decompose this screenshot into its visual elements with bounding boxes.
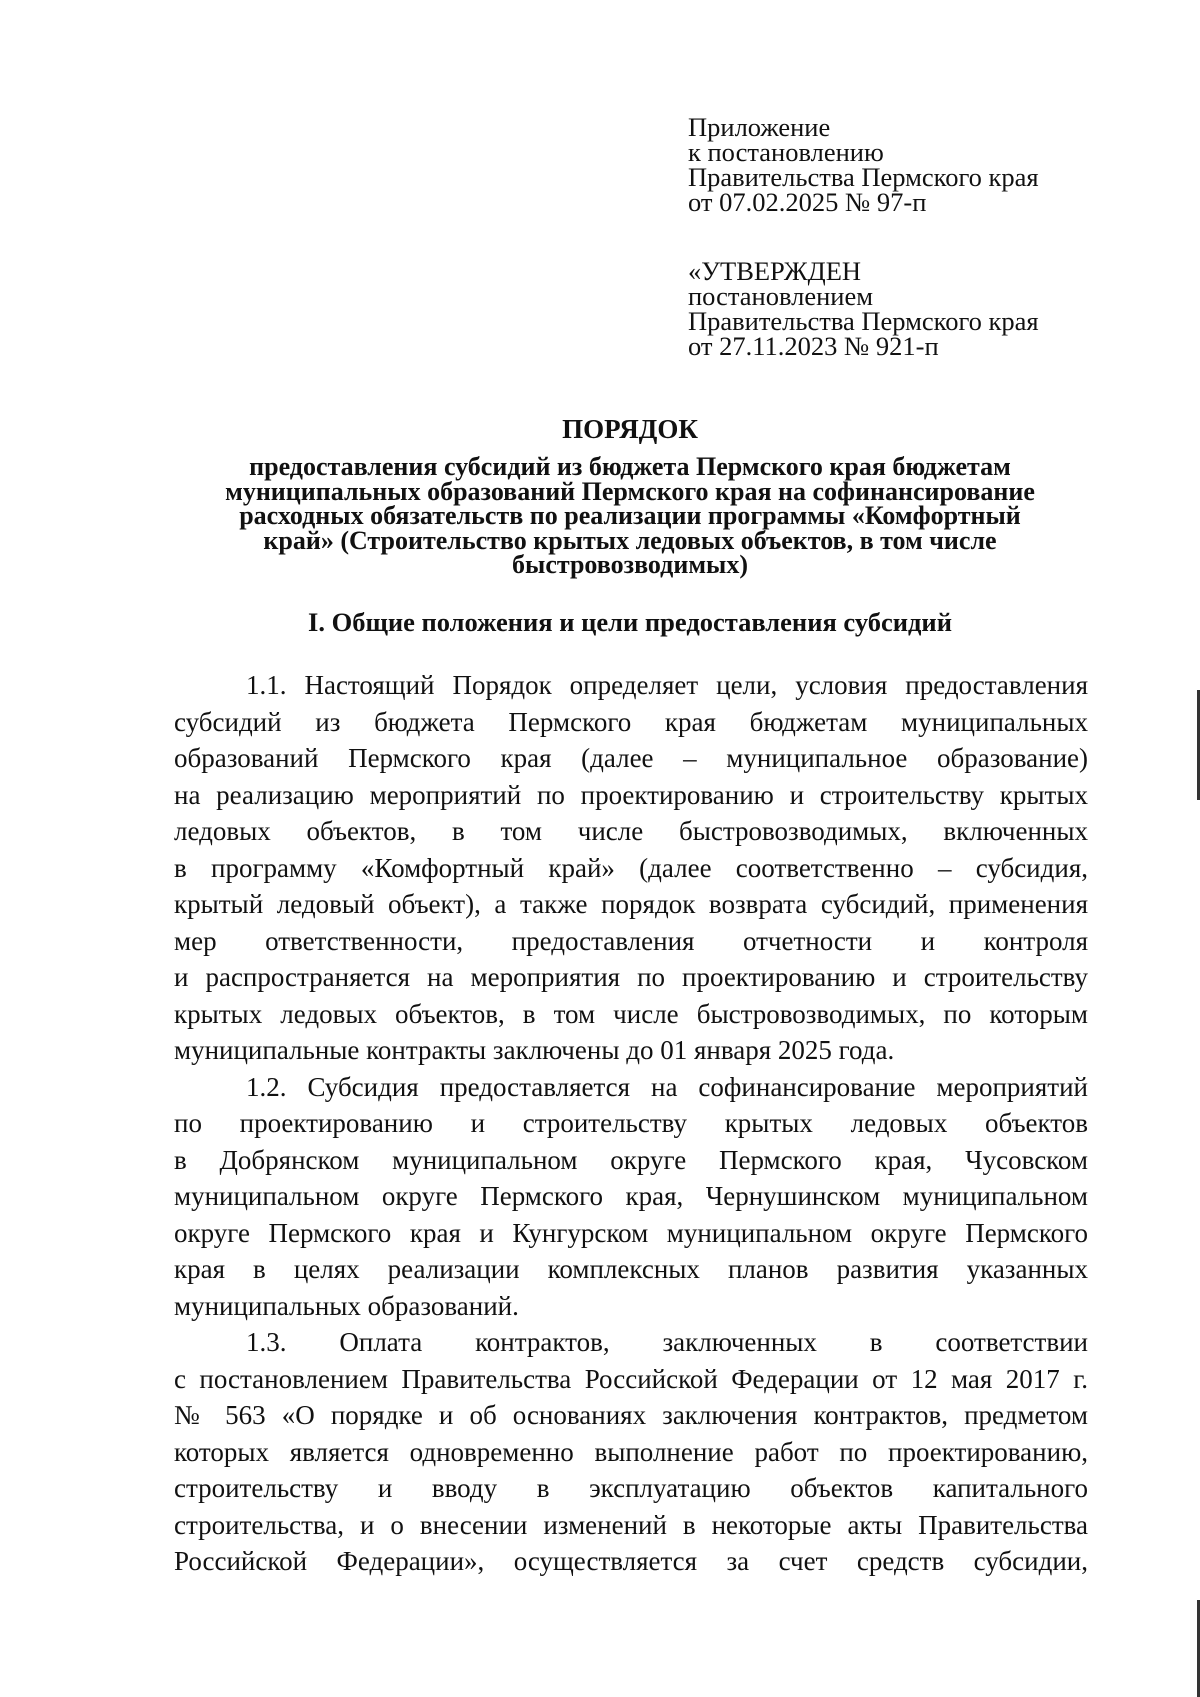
paragraph-2-line: округе Пермского края и Кунгурском муниципальном округе Пермского xyxy=(174,1217,1088,1248)
paragraph-1-line: мер ответственности, предоставления отчетности и контроля xyxy=(174,925,1088,956)
paragraph-3-line: с постановлением Правительства Российской Федерации от 12 мая 2017 г. xyxy=(174,1363,1088,1394)
paragraph-2-line: в Добрянском муниципальном округе Пермского края, Чусовском xyxy=(174,1144,1088,1175)
body-text xyxy=(174,667,1088,1580)
paragraph-2-line: 1.2. Субсидия предоставляется на софинансирование мероприятий xyxy=(246,1071,1088,1102)
paragraph-2-line: по проектированию и строительству крытых ледовых объектов xyxy=(174,1108,1088,1138)
paragraph-1-line: муниципальные контракты заключены до 01 января 2025 года. xyxy=(174,1035,895,1065)
subtitle-line: быстровозводимых) xyxy=(512,550,748,579)
document-title: ПОРЯДОК xyxy=(562,414,698,444)
appendix-line: от 07.02.2025 № 97-п xyxy=(688,187,927,217)
paragraph-3-line: № 563 «О порядке и об основаниях заключения контрактов, предметом xyxy=(174,1400,1088,1430)
paragraph-2-line: муниципальном округе Пермского края, Чернушинском муниципальном xyxy=(174,1181,1088,1211)
subtitle-line: предоставления субсидий из бюджета Пермского края бюджетам xyxy=(249,452,1011,481)
subtitle-line: край» (Строительство крытых ледовых объектов, в том числе xyxy=(263,525,997,555)
appendix-line: Правительства Пермского края xyxy=(688,162,1039,192)
paragraph-2-line: муниципальных образований. xyxy=(174,1290,519,1321)
appendix-header xyxy=(688,112,1118,217)
appendix-line: к постановлению xyxy=(688,137,884,167)
paragraph-2-line: края в целях реализации комплексных планов развития указанных xyxy=(174,1254,1088,1284)
subtitle-line: муниципальных образований Пермского края на софинансирование xyxy=(225,476,1035,506)
paragraph-1-line: 1.1. Настоящий Порядок определяет цели, условия предоставления xyxy=(246,670,1088,700)
paragraph-3-line: 1.3. Оплата контрактов, заключенных в соответствии xyxy=(246,1327,1088,1357)
paragraph-1-line: на реализацию мероприятий по проектированию и строительству крытых xyxy=(174,779,1088,810)
approval-line: Правительства Пермского края xyxy=(688,306,1039,336)
appendix-line: Приложение xyxy=(688,112,831,142)
approval-line: от 27.11.2023 № 921-п xyxy=(688,331,939,361)
paragraph-3-line: которых является одновременно выполнение работ по проектированию, xyxy=(174,1436,1088,1467)
paragraph-1-line: ледовых объектов, в том числе быстровозводимых, включенных xyxy=(174,816,1088,846)
section-heading: I. Общие положения и цели предоставления субсидий xyxy=(308,607,952,637)
paragraph-3-line: строительству и вводу в эксплуатацию объектов капитального xyxy=(174,1473,1088,1503)
paragraph-3-line: Российской Федерации», осуществляется за счет средств субсидии, xyxy=(174,1546,1088,1576)
paragraph-3-line: строительства, и о внесении изменений в некоторые акты Правительства xyxy=(174,1509,1088,1540)
subtitle-line: расходных обязательств по реализации программы «Комфортный xyxy=(239,501,1021,530)
document-subtitle xyxy=(175,452,1085,579)
approval-line: «УТВЕРЖДЕН xyxy=(688,256,862,286)
paragraph-1-line: субсидий из бюджета Пермского края бюджетам муниципальных xyxy=(174,706,1088,737)
paragraph-1-line: крытый ледовый объект), а также порядок возврата субсидий, применения xyxy=(174,889,1088,919)
paragraph-1-line: и распространяется на мероприятия по проектированию и строительству xyxy=(174,962,1088,992)
approval-header xyxy=(688,256,1118,361)
paragraph-1-line: крытых ледовых объектов, в том числе быстровозводимых, по которым xyxy=(174,998,1088,1029)
paragraph-1-line: образований Пермского края (далее – муниципальное образование) xyxy=(174,743,1088,773)
paragraph-1-line: в программу «Комфортный край» (далее соответственно – субсидия, xyxy=(174,852,1088,883)
approval-line: постановлением xyxy=(688,281,873,311)
